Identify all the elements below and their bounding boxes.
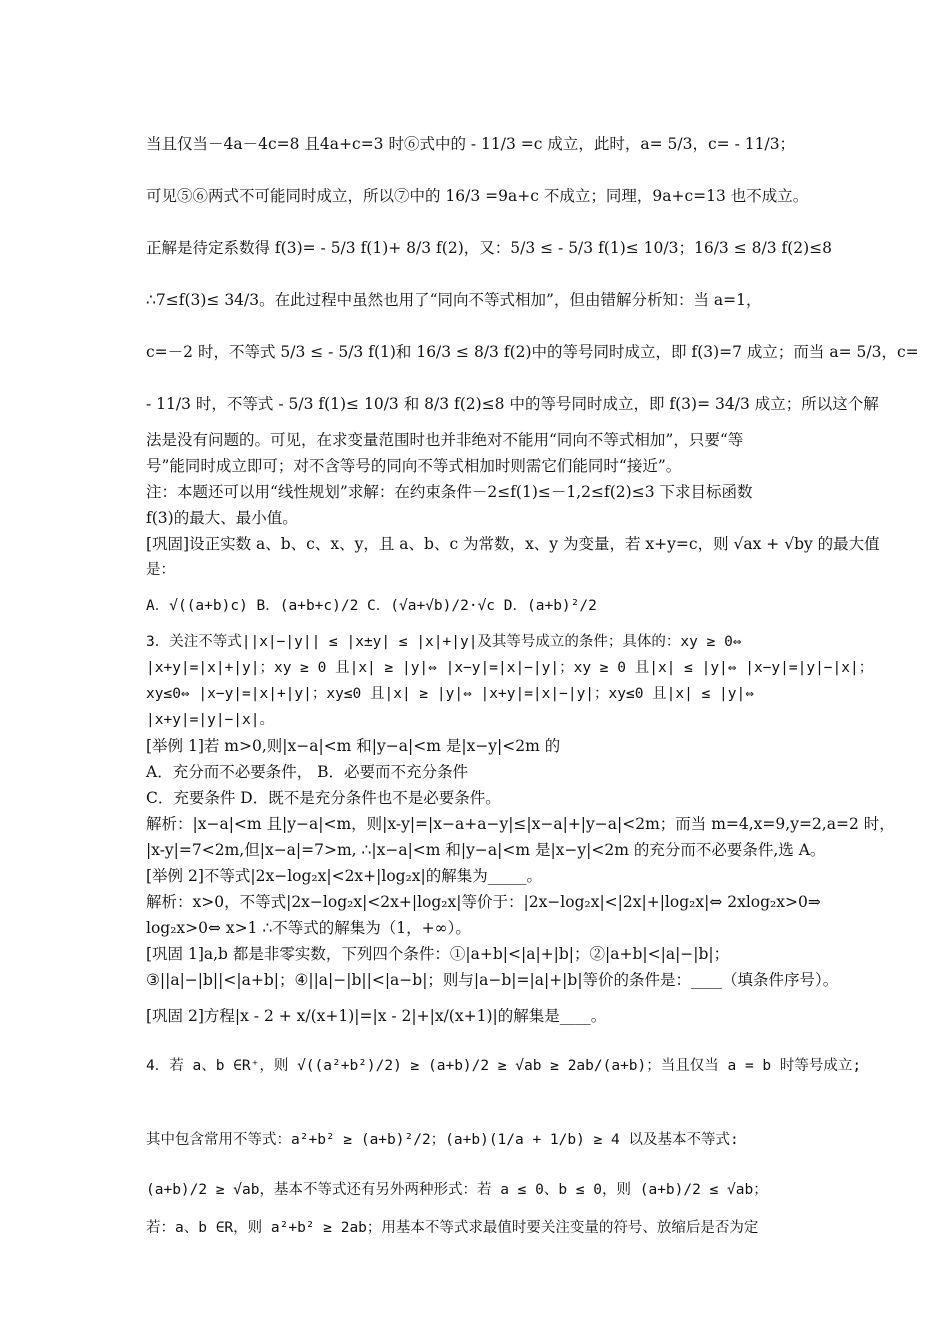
text-line: log₂x>0⇔ x>1 ∴不等式的解集为（1，+∞）。 [146, 919, 471, 937]
text-line: 可见⑤⑥两式不可能同时成立，所以⑦中的 16/3 =9a+c 不成立；同理，9a+c=13 也不成立。 [146, 187, 809, 205]
text-line: 解析：|x−a|<m 且|y−a|<m，则|x-y|=|x−a+a−y|≤|x−a|+|y−a|<2m；而当 m=4,x=9,y=2,a=2 时， [146, 815, 895, 833]
text-line: 若：a、b ∈R，则 a²+b² ≥ 2ab；用基本不等式求最值时要关注变量的符号、放缩后是否为定 [146, 1220, 759, 1236]
text-line: c=－2 时，不等式 5/3 ≤ - 5/3 f(1)和 16/3 ≤ 8/3 f(2)中的等号同时成立，即 f(3)=7 成立；而当 a= 5/3，c= [146, 343, 919, 361]
text-line: [举例 1]若 m>0,则|x−a|<m 和|y−a|<m 是|x−y|<2m 的 [146, 737, 561, 755]
text-line: (a+b)/2 ≥ √ab，基本不等式还有另外两种形式：若 a ≤ 0、b ≤ 0，则 (a+b)/2 ≤ √ab； [146, 1182, 768, 1198]
text-line: ③||a|−|b||<|a+b|；④||a|−|b||<|a−b|；则与|a−b|=|a|+|b|等价的条件是：____（填条件序号）。 [146, 971, 839, 989]
text-line: xy≤0⇔ |x−y|=|x|+|y|；xy≤0 且|x| ≥ |y|⇔ |x+y|=|x|−|y|；xy≤0 且|x| ≤ |y|⇔ [146, 686, 754, 702]
text-line: f(3)的最大、最小值。 [146, 509, 298, 527]
text-line: ∴7≤f(3)≤ 34/3。在此过程中虽然也用了“同向不等式相加”，但由错解分析知：当 a=1， [146, 291, 762, 309]
text-line: |x+y|=|y|−|x|。 [146, 712, 274, 728]
text-line: A．充分而不必要条件， B．必要而不充分条件 [146, 763, 469, 781]
text-line: [巩固 1]a,b 都是非零实数，下列四个条件：①|a+b|<|a|+|b|；②|a+b|<|a|−|b|； [146, 945, 730, 963]
text-line: 注：本题还可以用“线性规划”求解：在约束条件－2≤f(1)≤－1,2≤f(2)≤3 下求目标函数 [146, 483, 753, 501]
text-line: |x-y|=7<2m,但|x−a|=7>m, ∴|x−a|<m 和|y−a|<m 是|x−y|<2m 的充分而不必要条件,选 A。 [146, 841, 826, 859]
text-line: C．充要条件 D．既不是充分条件也不是必要条件。 [146, 789, 501, 807]
text-line: 解析：x>0，不等式|2x−log₂x|<2x+|log₂x|等价于：|2x−log₂x|<|2x|+|log₂x|⇔ 2xlog₂x>0⇒ [146, 893, 821, 911]
text-line: 当且仅当－4a－4c=8 且4a+c=3 时⑥式中的 - 11/3 =c 成立，此时，a= 5/3，c= - 11/3； [146, 135, 796, 153]
text-line: 正解是待定系数得 f(3)= - 5/3 f(1)+ 8/3 f(2)，又：5/3 ≤ - 5/3 f(1)≤ 10/3；16/3 ≤ 8/3 f(2)≤8 [146, 239, 833, 257]
text-line: A．√((a+b)c) B．(a+b+c)/2 C．(√a+√b)/2·√c D．(a+b)²/2 [146, 598, 597, 614]
text-line: [巩固]设正实数 a、b、c、x、y，且 a、b、c 为常数，x、y 为变量，若 x+y=c，则 √ax + √by 的最大值 [146, 535, 880, 553]
text-line: [举例 2]不等式|2x−log₂x|<2x+|log₂x|的解集为_____。 [146, 867, 543, 885]
text-line: |x+y|=|x|+|y|；xy ≥ 0 且|x| ≥ |y|⇔ |x−y|=|x|−|y|；xy ≥ 0 且|x| ≤ |y|⇔ |x−y|=|y|−|x|； [146, 660, 874, 676]
text-line: 其中包含常用不等式：a²+b² ≥ (a+b)²/2；(a+b)(1/a + 1/b) ≥ 4 以及基本不等式: [146, 1132, 739, 1148]
text-line: [巩固 2]方程|x - 2 + x/(x+1)|=|x - 2|+|x/(x+1)|的解集是____。 [146, 1007, 607, 1025]
text-line: 3．关注不等式||x|−|y|| ≤ |x±y| ≤ |x|+|y|及其等号成立的条件；具体的：xy ≥ 0⇔ [146, 634, 742, 650]
text-line: 4．若 a、b ∈R⁺，则 √((a²+b²)/2) ≥ (a+b)/2 ≥ √ab ≥ 2ab/(a+b)；当且仅当 a = b 时等号成立; [146, 1058, 862, 1074]
text-line: - 11/3 时，不等式 - 5/3 f(1)≤ 10/3 和 8/3 f(2)≤8 中的等号同时成立，即 f(3)= 34/3 成立；所以这个解 [146, 395, 879, 413]
text-line: 号”能同时成立即可；对不含等号的同向不等式相加时则需它们能同时“接近”。 [146, 457, 682, 475]
text-line: 法是没有问题的。可见，在求变量范围时也并非绝对不能用“同向不等式相加”，只要“等 [146, 431, 744, 449]
text-line: 是： [146, 562, 175, 578]
